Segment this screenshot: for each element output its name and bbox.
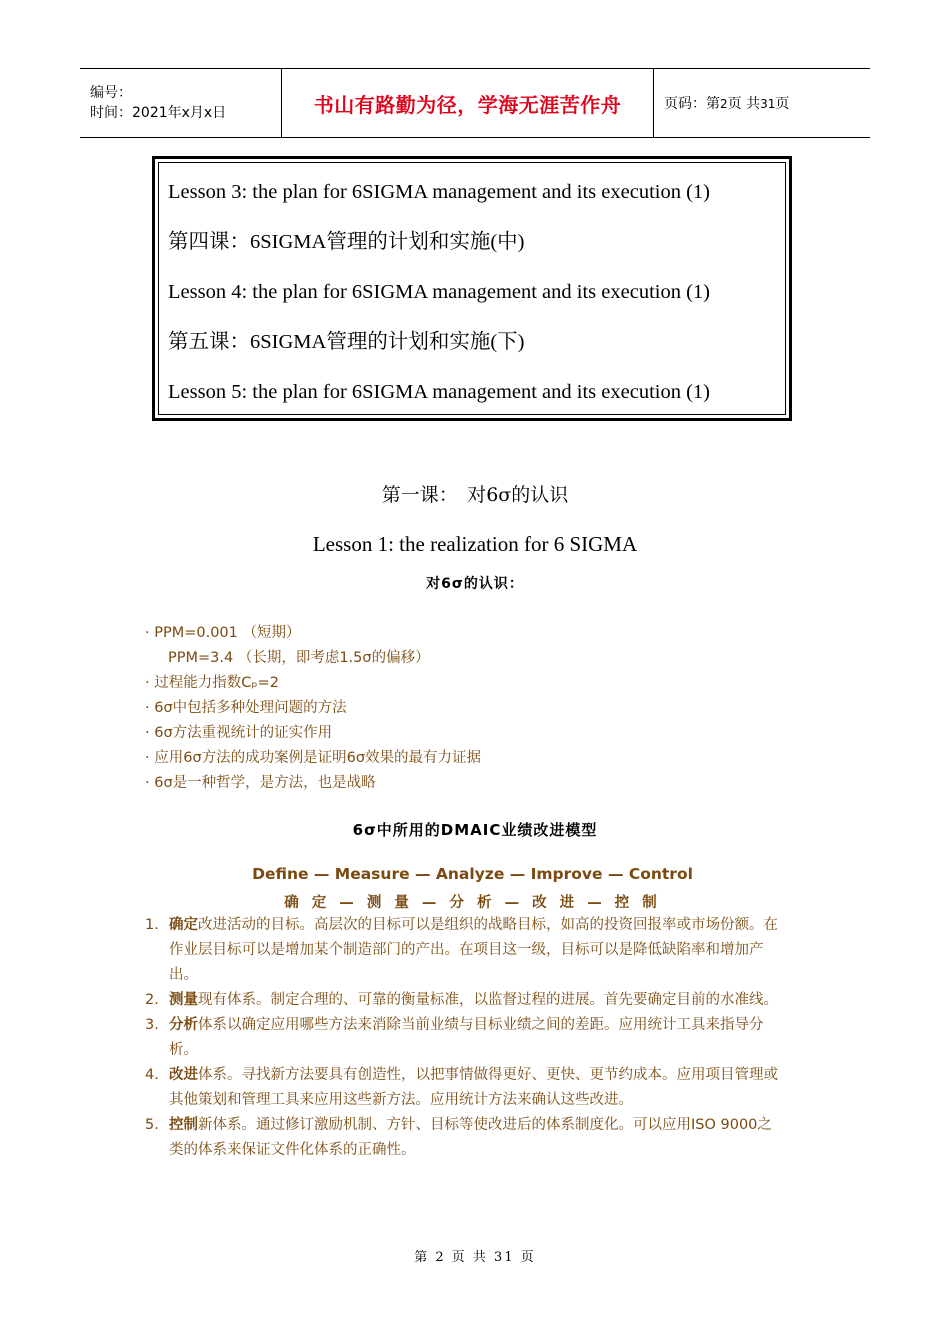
six-sigma-bullets: [145, 621, 481, 796]
step-keyword: 分析: [169, 1017, 198, 1033]
list-item: · 6σ方法重视统计的证实作用: [145, 725, 333, 741]
step-number: 2.: [145, 992, 159, 1008]
step-keyword: 改进: [169, 1067, 198, 1083]
list-item: · PPM=0.001 （短期）: [145, 625, 301, 641]
list-item: · 6σ中包括多种处理问题的方法: [145, 700, 347, 716]
step-number: 5.: [145, 1117, 159, 1133]
lesson1-subtitle: 对6σ的认识：: [426, 576, 524, 592]
lessons-box-inner: [158, 162, 786, 415]
list-item: · 6σ是一种哲学，是方法，也是战略: [145, 775, 376, 791]
page-info-total: 31: [760, 97, 776, 111]
step-text: 体系以确定应用哪些方法来消除当前业绩与目标业绩之间的差距。应用统计工具来指导分析。: [169, 1017, 764, 1058]
step-text: 体系。寻找新方法要具有创造性，以把事情做得更好、更快、更节约成本。应用项目管理或其他策划和管理工具来应用这些新方法。应用统计方法来确认这些改进。: [169, 1067, 778, 1108]
page-info-page: 2: [720, 97, 728, 111]
lesson-line: Lesson 5: the plan for 6SIGMA management and its execution (1): [168, 381, 710, 403]
document-date: 时间：2021年x月x日: [90, 105, 227, 121]
step-number: 1.: [145, 917, 159, 933]
step-text: 新体系。通过修订激励机制、方针、目标等使改进后的体系制度化。可以应用ISO 9000之类的体系来保证文件化体系的正确性。: [169, 1117, 772, 1158]
step-keyword: 测量: [169, 992, 198, 1008]
step-keyword: 确定: [169, 917, 198, 933]
header-motto-cell: [282, 69, 654, 137]
header-meta: [80, 69, 282, 137]
list-item: [145, 1013, 785, 1063]
list-item: [145, 988, 785, 1013]
step-text: 改进活动的目标。高层次的目标可以是组织的战略目标，如高的投资回报率或市场份额。在作业层目标可以是增加某个制造部门的产出。在项目这一级，目标可以是降低缺陷率和增加产出。: [169, 917, 778, 983]
list-item: PPM=3.4 （长期，即考虑1.5σ的偏移）: [168, 650, 430, 666]
list-item: [145, 1063, 785, 1113]
page-info-suffix: 页: [775, 96, 790, 112]
dmaic-english-phases: Define — Measure — Analyze — Improve — Control: [252, 865, 693, 883]
lesson-line: Lesson 4: the plan for 6SIGMA management and its execution (1): [168, 281, 710, 303]
document-number: 编号：: [90, 85, 132, 101]
lesson1-title-cn: 第一课： 对6σ的认识: [381, 484, 569, 506]
page-footer: 第 2 页 共 31 页: [414, 1250, 536, 1265]
lesson-line: 第四课：6SIGMA管理的计划和实施(中): [168, 231, 525, 253]
step-keyword: 控制: [169, 1117, 198, 1133]
step-number: 4.: [145, 1067, 159, 1083]
page-header: [80, 68, 870, 138]
list-item: [145, 913, 785, 988]
dmaic-title: 6σ中所用的DMAIC业绩改进模型: [352, 821, 598, 839]
lesson-line: 第五课：6SIGMA管理的计划和实施(下): [168, 331, 525, 353]
page-info-mid: 页 共: [727, 96, 761, 112]
lesson1-title-en: Lesson 1: the realization for 6 SIGMA: [312, 532, 638, 556]
dmaic-steps: [145, 913, 785, 1163]
list-item: [145, 1113, 785, 1163]
step-text: 现有体系。制定合理的、可靠的衡量标准，以监督过程的进展。首先要确定目前的水准线。: [198, 992, 778, 1008]
header-page-info: [654, 69, 870, 137]
step-number: 3.: [145, 1017, 159, 1033]
list-item: · 应用6σ方法的成功案例是证明6σ效果的最有力证据: [145, 750, 482, 766]
lesson-line: Lesson 3: the plan for 6SIGMA management and its execution (1): [168, 181, 710, 203]
dmaic-chinese-phases: 确 定 — 测 量 — 分 析 — 改 进 — 控 制: [284, 895, 661, 911]
header-motto: 书山有路勤为径，学海无涯苦作舟: [313, 92, 622, 117]
list-item: · 过程能力指数Cₚ=2: [145, 675, 279, 691]
page-info-prefix: 页码：第: [664, 96, 720, 112]
lessons-box: [152, 156, 792, 421]
